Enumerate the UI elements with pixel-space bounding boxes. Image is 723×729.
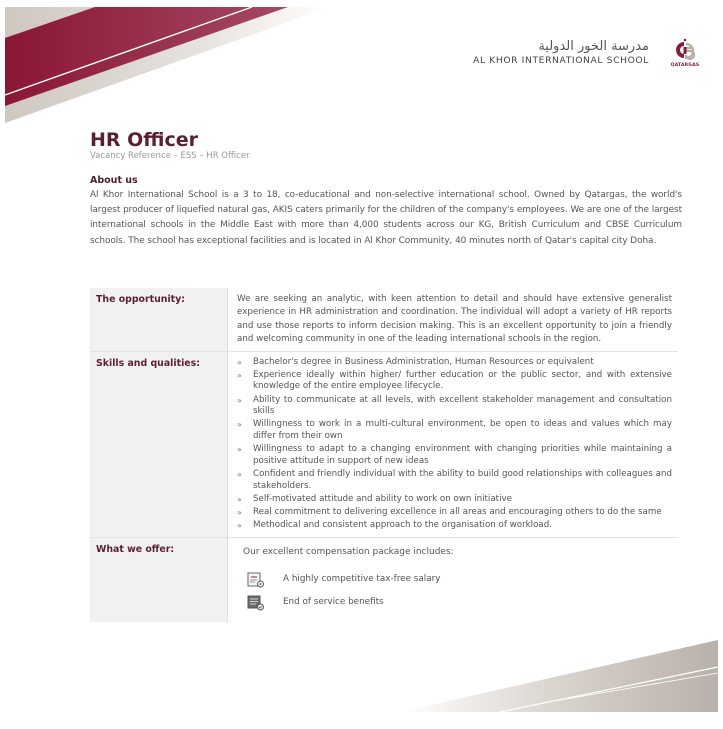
header-logo-block	[473, 38, 703, 68]
about-heading: About us	[90, 175, 138, 186]
page-title: HR Officer	[90, 129, 199, 151]
list-item: » Methodical and consistent approach to the organisation of workload.	[237, 520, 553, 531]
list-item: » Self-motivated attitude and ability to work on own initiative	[237, 493, 512, 504]
skills-row	[90, 351, 678, 538]
school-name	[473, 39, 649, 67]
qatargas-logo-icon	[673, 38, 697, 62]
salary-document-icon	[247, 572, 265, 588]
qatargas-logo	[667, 38, 703, 68]
bullet-icon: »	[237, 521, 242, 531]
list-item: » Bachelor's degree in Business Administration, Human Resources or equivalent	[237, 356, 594, 367]
qatargas-logo-text: QATARGAS	[670, 63, 700, 68]
opportunity-label: The opportunity:	[90, 288, 228, 351]
list-item: » Willingness to work in a multi-cultural environment, be open to ideas and values which may differ from their own	[237, 419, 672, 441]
list-item: » Ability to communicate at all levels, with excellent stakeholder management and consultation skills	[237, 394, 672, 417]
bullet-icon: »	[237, 469, 242, 479]
school-name-arabic: مدرسة الخور الدولية	[538, 39, 649, 54]
offer-intro: Our excellent compensation package includes:	[243, 547, 454, 558]
offer-item-text: End of service benefits	[283, 596, 384, 607]
offer-item	[247, 570, 672, 590]
bullet-icon: »	[237, 494, 242, 504]
offer-cell	[228, 538, 679, 622]
offer-item-text: A highly competitive tax-free salary	[283, 573, 441, 584]
list-item: » Willingness to adapt to a changing environment with changing priorities while maintaining a positive attitude in support of new ideas	[237, 444, 672, 466]
skills-cell	[228, 351, 679, 538]
list-item: » Confident and friendly individual with the ability to build good relationships with colleagues and stakeholders.	[237, 468, 672, 491]
list-item: » Real commitment to delivering excellence in all areas and encouraging others to do the same	[237, 506, 662, 517]
about-text: Al Khor International School is a 3 to 18, co-educational and non-selective international school. Owned by Qatargas, the world's largest producer of liquefied natural gas, AKIS caters primarily for the children of the company's employees. We are one of the largest international schools in the Middle East with more than 4,000 students across our KG, British Curriculum and CBSE Curriculum schools. The school has exceptional facilities and is located in Al Khor Community, 40 minutes north of Qatar's capital city Doha.	[90, 190, 682, 246]
skills-list	[237, 357, 672, 532]
vacancy-reference: Vacancy Reference – ESS – HR Officer	[90, 151, 250, 161]
skills-label: Skills and qualities:	[90, 351, 228, 538]
job-details-table	[90, 288, 678, 622]
bullet-icon: »	[237, 395, 242, 405]
benefits-document-icon	[247, 595, 265, 611]
offer-item	[247, 593, 672, 613]
bullet-icon: »	[237, 507, 242, 517]
bullet-icon: »	[237, 445, 242, 455]
opportunity-row	[90, 288, 678, 351]
bullet-icon: »	[237, 420, 242, 430]
offer-row	[90, 538, 678, 622]
list-item: » Experience ideally within higher/ further education or the public sector, and with extensive knowledge of the entire employee lifecycle.	[237, 369, 672, 392]
opportunity-text: We are seeking an analytic, with keen attention to detail and should have extensive generalist experience in HR administration and coordination. The individual will adopt a variety of HR reports and use those reports to inform decision making. This is an excellent opportunity to join a friendly and welcoming community in one of the leading international schools in the region.	[228, 288, 679, 351]
bullet-icon: »	[237, 357, 242, 367]
bullet-icon: »	[237, 370, 242, 380]
school-name-english: AL KHOR INTERNATIONAL SCHOOL	[473, 55, 649, 66]
offer-label: What we offer:	[90, 538, 228, 622]
